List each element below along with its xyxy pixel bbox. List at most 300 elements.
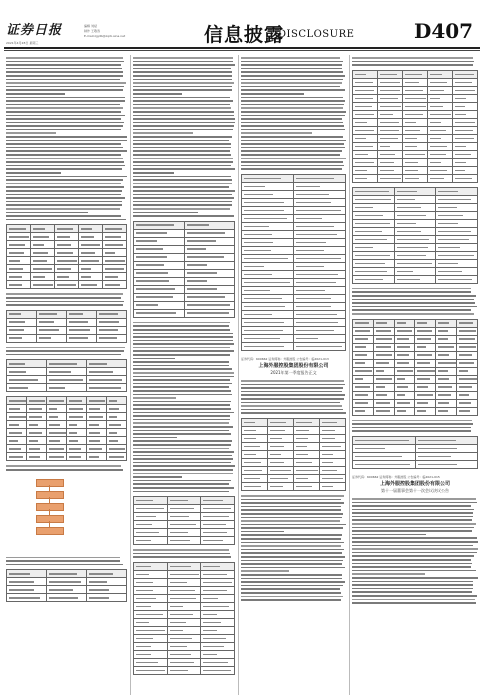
cell-text (355, 346, 366, 348)
table-cell (453, 78, 478, 86)
table-cell (394, 211, 436, 219)
table-cell (457, 399, 478, 407)
text-line (133, 89, 232, 91)
cell-text (376, 370, 384, 372)
body-text (352, 498, 478, 604)
cell-text (296, 258, 341, 260)
cell-text (69, 321, 88, 323)
table-row (134, 595, 235, 603)
cell-text (81, 284, 97, 286)
table-row (134, 659, 235, 667)
table-cell (294, 458, 320, 466)
cell-text (438, 255, 474, 257)
cell-text (9, 260, 20, 262)
text-line (6, 161, 124, 163)
table-cell (453, 174, 478, 182)
text-line (241, 545, 341, 547)
text-line (241, 524, 346, 526)
cell-text (322, 478, 343, 480)
cell-text (376, 346, 391, 348)
cell-text (170, 540, 190, 542)
table-row (7, 421, 127, 429)
table-cell (103, 233, 127, 241)
table-row (353, 375, 478, 383)
text-line (6, 219, 126, 221)
table-cell (37, 334, 67, 342)
table-cell (453, 134, 478, 142)
table-row (353, 78, 478, 86)
table-cell (67, 405, 87, 413)
table-cell (353, 166, 378, 174)
cell-text (296, 194, 329, 196)
cell-text (397, 271, 414, 273)
table-row (7, 334, 127, 342)
table-cell (7, 445, 27, 453)
text-line (241, 384, 345, 386)
table-cell (415, 327, 436, 335)
cell-text (99, 313, 118, 315)
text-line (6, 297, 121, 299)
cell-text (9, 424, 19, 426)
table-cell (436, 319, 457, 327)
cell-text (170, 638, 192, 640)
table-cell (353, 444, 416, 452)
text-line (133, 343, 234, 345)
cell-text (397, 199, 415, 201)
text-line (133, 132, 193, 134)
table-cell (428, 102, 453, 110)
text-line (241, 165, 344, 167)
table-row (353, 235, 478, 243)
table-cell (457, 351, 478, 359)
cell-text (430, 90, 444, 92)
table-row (353, 391, 478, 399)
cell-text (397, 354, 409, 356)
text-line (241, 86, 340, 88)
cell-text (405, 122, 416, 124)
text-line (133, 183, 232, 185)
cell-text (355, 138, 366, 140)
cell-text (417, 370, 435, 372)
table-row (353, 243, 478, 251)
cell-text (81, 276, 91, 278)
table-cell (353, 452, 416, 460)
cell-text (39, 337, 51, 339)
table-cell (87, 429, 107, 437)
table-row (134, 497, 235, 505)
table-cell (353, 102, 378, 110)
table-cell (294, 418, 320, 426)
table-row (242, 199, 346, 207)
table-row (353, 134, 478, 142)
cell-text (376, 402, 391, 404)
table-cell (242, 207, 294, 215)
table-cell (242, 175, 294, 183)
text-line (133, 444, 231, 446)
body-text (133, 322, 235, 493)
data-table (6, 396, 127, 461)
cell-text (296, 322, 338, 324)
cell-text (438, 263, 458, 265)
cell-text (270, 446, 284, 448)
table-cell (394, 187, 436, 195)
text-line (133, 140, 229, 142)
table-row (242, 255, 346, 263)
table-cell (47, 405, 67, 413)
table-cell (294, 183, 346, 191)
text-line (352, 295, 476, 297)
announcement-title: 2021年第一季度报告正文 (270, 370, 317, 375)
cell-text (322, 470, 337, 472)
table-row (353, 94, 478, 102)
table-cell (167, 587, 201, 595)
table-row (353, 158, 478, 166)
table-cell (242, 311, 294, 319)
text-line (133, 71, 232, 73)
table-cell (134, 587, 168, 595)
table-cell (103, 281, 127, 289)
text-line (352, 552, 477, 554)
cell-text (109, 416, 117, 418)
table-cell (134, 529, 168, 537)
cell-text (244, 462, 261, 464)
table-cell (242, 458, 268, 466)
cell-text (355, 410, 365, 412)
text-line (133, 75, 232, 77)
cell-text (9, 589, 34, 591)
text-line (6, 107, 123, 109)
table-cell (453, 126, 478, 134)
text-line (133, 179, 232, 181)
table-cell (373, 319, 394, 327)
text-line (241, 75, 345, 77)
table-cell (242, 319, 294, 327)
table-cell (320, 418, 346, 426)
cell-text (455, 130, 473, 132)
text-line (352, 288, 471, 290)
cell-text (187, 304, 231, 306)
cell-text (296, 438, 308, 440)
text-line (241, 574, 342, 576)
table-row (134, 611, 235, 619)
text-line (6, 168, 122, 170)
body-text (241, 57, 346, 170)
text-line (133, 419, 230, 421)
table-cell (47, 384, 87, 392)
table-row (7, 578, 127, 586)
cell-text (244, 258, 288, 260)
text-line (133, 136, 232, 138)
cell-text (244, 454, 256, 456)
table-cell (394, 275, 436, 283)
cell-text (438, 191, 457, 193)
table-cell (31, 241, 55, 249)
table-cell (378, 134, 403, 142)
cell-text (417, 386, 428, 388)
column-1 (6, 55, 127, 697)
cell-text (136, 540, 151, 542)
cell-text (270, 486, 283, 488)
cell-text (296, 178, 334, 180)
table-cell (242, 426, 268, 434)
cell-text (89, 440, 100, 442)
table-row (242, 319, 346, 327)
cell-text (438, 402, 448, 404)
cell-text (380, 74, 397, 76)
text-line (352, 498, 476, 500)
cell-text (438, 386, 452, 388)
data-table (6, 224, 127, 289)
text-line (241, 502, 344, 504)
table-cell (353, 174, 378, 182)
text-line (133, 386, 229, 388)
cell-text (49, 400, 64, 402)
text-line (352, 537, 477, 539)
table-cell (79, 225, 103, 233)
text-line (352, 599, 475, 601)
cell-text (417, 346, 426, 348)
cell-text (397, 247, 428, 249)
table-cell (7, 334, 37, 342)
table-cell (67, 334, 97, 342)
table-cell (415, 436, 478, 444)
cell-text (438, 279, 472, 281)
cell-text (69, 329, 90, 331)
cell-text (355, 231, 382, 233)
cell-text (136, 272, 168, 274)
table-cell (353, 126, 378, 134)
cell-text (33, 228, 45, 230)
table-cell (201, 587, 235, 595)
cell-text (89, 400, 105, 402)
table-cell (7, 453, 27, 461)
table-cell (428, 150, 453, 158)
cell-text (459, 354, 471, 356)
text-line (241, 398, 344, 400)
text-line (241, 150, 342, 152)
table-row (7, 570, 127, 578)
text-line (133, 143, 231, 145)
cell-text (459, 394, 469, 396)
cell-text (244, 298, 282, 300)
cell-text (459, 362, 474, 364)
cell-text (136, 312, 176, 314)
table-cell (103, 265, 127, 273)
table-cell (353, 319, 374, 327)
cell-text (9, 228, 26, 230)
text-line (133, 186, 229, 188)
cell-text (9, 456, 23, 458)
text-line (133, 358, 175, 360)
cell-text (136, 574, 149, 576)
table-row (242, 418, 346, 426)
text-line (241, 380, 344, 382)
cell-text (9, 440, 18, 442)
table-cell (134, 563, 168, 571)
cell-text (355, 378, 363, 380)
text-line (352, 302, 475, 304)
cell-text (455, 74, 474, 76)
text-line (241, 158, 346, 160)
text-line (133, 455, 232, 457)
table-cell (87, 445, 107, 453)
cell-text (187, 272, 218, 274)
cell-text (203, 614, 216, 616)
cell-text (459, 338, 475, 340)
cell-text (49, 597, 78, 599)
table-cell (97, 326, 127, 334)
cell-text (296, 306, 331, 308)
table-cell (79, 281, 103, 289)
table-cell (294, 442, 320, 450)
text-line (133, 412, 234, 414)
text-line (352, 559, 471, 561)
text-line (133, 168, 235, 170)
table-cell (320, 466, 346, 474)
table-cell (457, 391, 478, 399)
cell-text (170, 646, 187, 648)
text-line (241, 394, 345, 396)
table-cell (436, 351, 457, 359)
table-row (242, 263, 346, 271)
cell-text (244, 274, 272, 276)
table-row (353, 452, 478, 460)
table-cell (7, 233, 31, 241)
text-line (133, 465, 235, 467)
cell-text (9, 432, 22, 434)
cell-text (203, 582, 232, 584)
cell-text (405, 146, 417, 148)
table-row (353, 126, 478, 134)
table-row (7, 225, 127, 233)
cell-text (459, 346, 476, 348)
table-cell (67, 310, 97, 318)
table-cell (394, 391, 415, 399)
cell-text (380, 122, 399, 124)
table-cell (403, 70, 428, 78)
table-cell (353, 243, 395, 251)
cell-text (203, 670, 231, 672)
table-row (242, 303, 346, 311)
text-line (6, 79, 120, 81)
cell-text (99, 337, 117, 339)
cell-text (244, 210, 284, 212)
table-cell (7, 405, 27, 413)
table-row (353, 327, 478, 335)
cell-text (187, 288, 217, 290)
table-row (353, 367, 478, 375)
cell-text (355, 207, 373, 209)
table-cell (201, 627, 235, 635)
table-cell (353, 383, 374, 391)
cell-text (270, 478, 288, 480)
cell-text (69, 313, 83, 315)
table-row (134, 269, 235, 277)
cell-text (9, 379, 38, 381)
text-line (241, 549, 344, 551)
table-cell (107, 421, 127, 429)
text-line (133, 556, 231, 558)
cell-text (455, 146, 466, 148)
table-cell (87, 368, 127, 376)
cell-text (397, 279, 420, 281)
cell-text (405, 170, 418, 172)
cell-text (405, 162, 418, 164)
table-cell (201, 571, 235, 579)
text-line (133, 172, 174, 174)
table-cell (394, 319, 415, 327)
table-cell (373, 391, 394, 399)
table-cell (167, 611, 201, 619)
table-cell (27, 429, 47, 437)
text-line (352, 299, 474, 301)
cell-text (57, 268, 71, 270)
table-cell (242, 271, 294, 279)
cell-text (49, 408, 57, 410)
cell-text (57, 236, 70, 238)
table-row (7, 257, 127, 265)
table-cell (134, 537, 168, 545)
table-cell (453, 158, 478, 166)
table-cell (87, 437, 107, 445)
cell-text (105, 252, 115, 254)
cell-text (33, 244, 44, 246)
table-cell (294, 239, 346, 247)
table-cell (134, 571, 168, 579)
table-cell (436, 327, 457, 335)
cell-text (49, 363, 77, 365)
cell-text (33, 252, 48, 254)
table-row (134, 603, 235, 611)
text-line (352, 548, 478, 550)
table-cell (353, 142, 378, 150)
text-line (241, 118, 342, 120)
body-text (6, 57, 127, 220)
cell-text (355, 74, 366, 76)
cell-text (57, 276, 69, 278)
table-cell (47, 586, 87, 594)
text-line (241, 563, 342, 565)
cell-text (376, 410, 390, 412)
cell-text (417, 354, 431, 356)
text-line (352, 291, 471, 293)
table-cell (87, 384, 127, 392)
table-cell (394, 227, 436, 235)
table-cell (55, 273, 79, 281)
cell-text (203, 590, 226, 592)
table-cell (436, 211, 478, 219)
table-cell (103, 273, 127, 281)
table-cell (79, 233, 103, 241)
table-cell (428, 158, 453, 166)
table-cell (294, 255, 346, 263)
table-cell (107, 405, 127, 413)
cell-text (430, 98, 440, 100)
cell-text (81, 236, 94, 238)
cell-text (170, 670, 188, 672)
table-cell (201, 659, 235, 667)
cell-text (244, 470, 262, 472)
table-cell (67, 437, 87, 445)
text-line (352, 555, 474, 557)
text-line (352, 530, 472, 532)
cell-text (49, 387, 65, 389)
table-cell (134, 667, 168, 675)
table-cell (201, 595, 235, 603)
cell-text (170, 508, 194, 510)
cell-text (244, 486, 261, 488)
table-cell (167, 659, 201, 667)
